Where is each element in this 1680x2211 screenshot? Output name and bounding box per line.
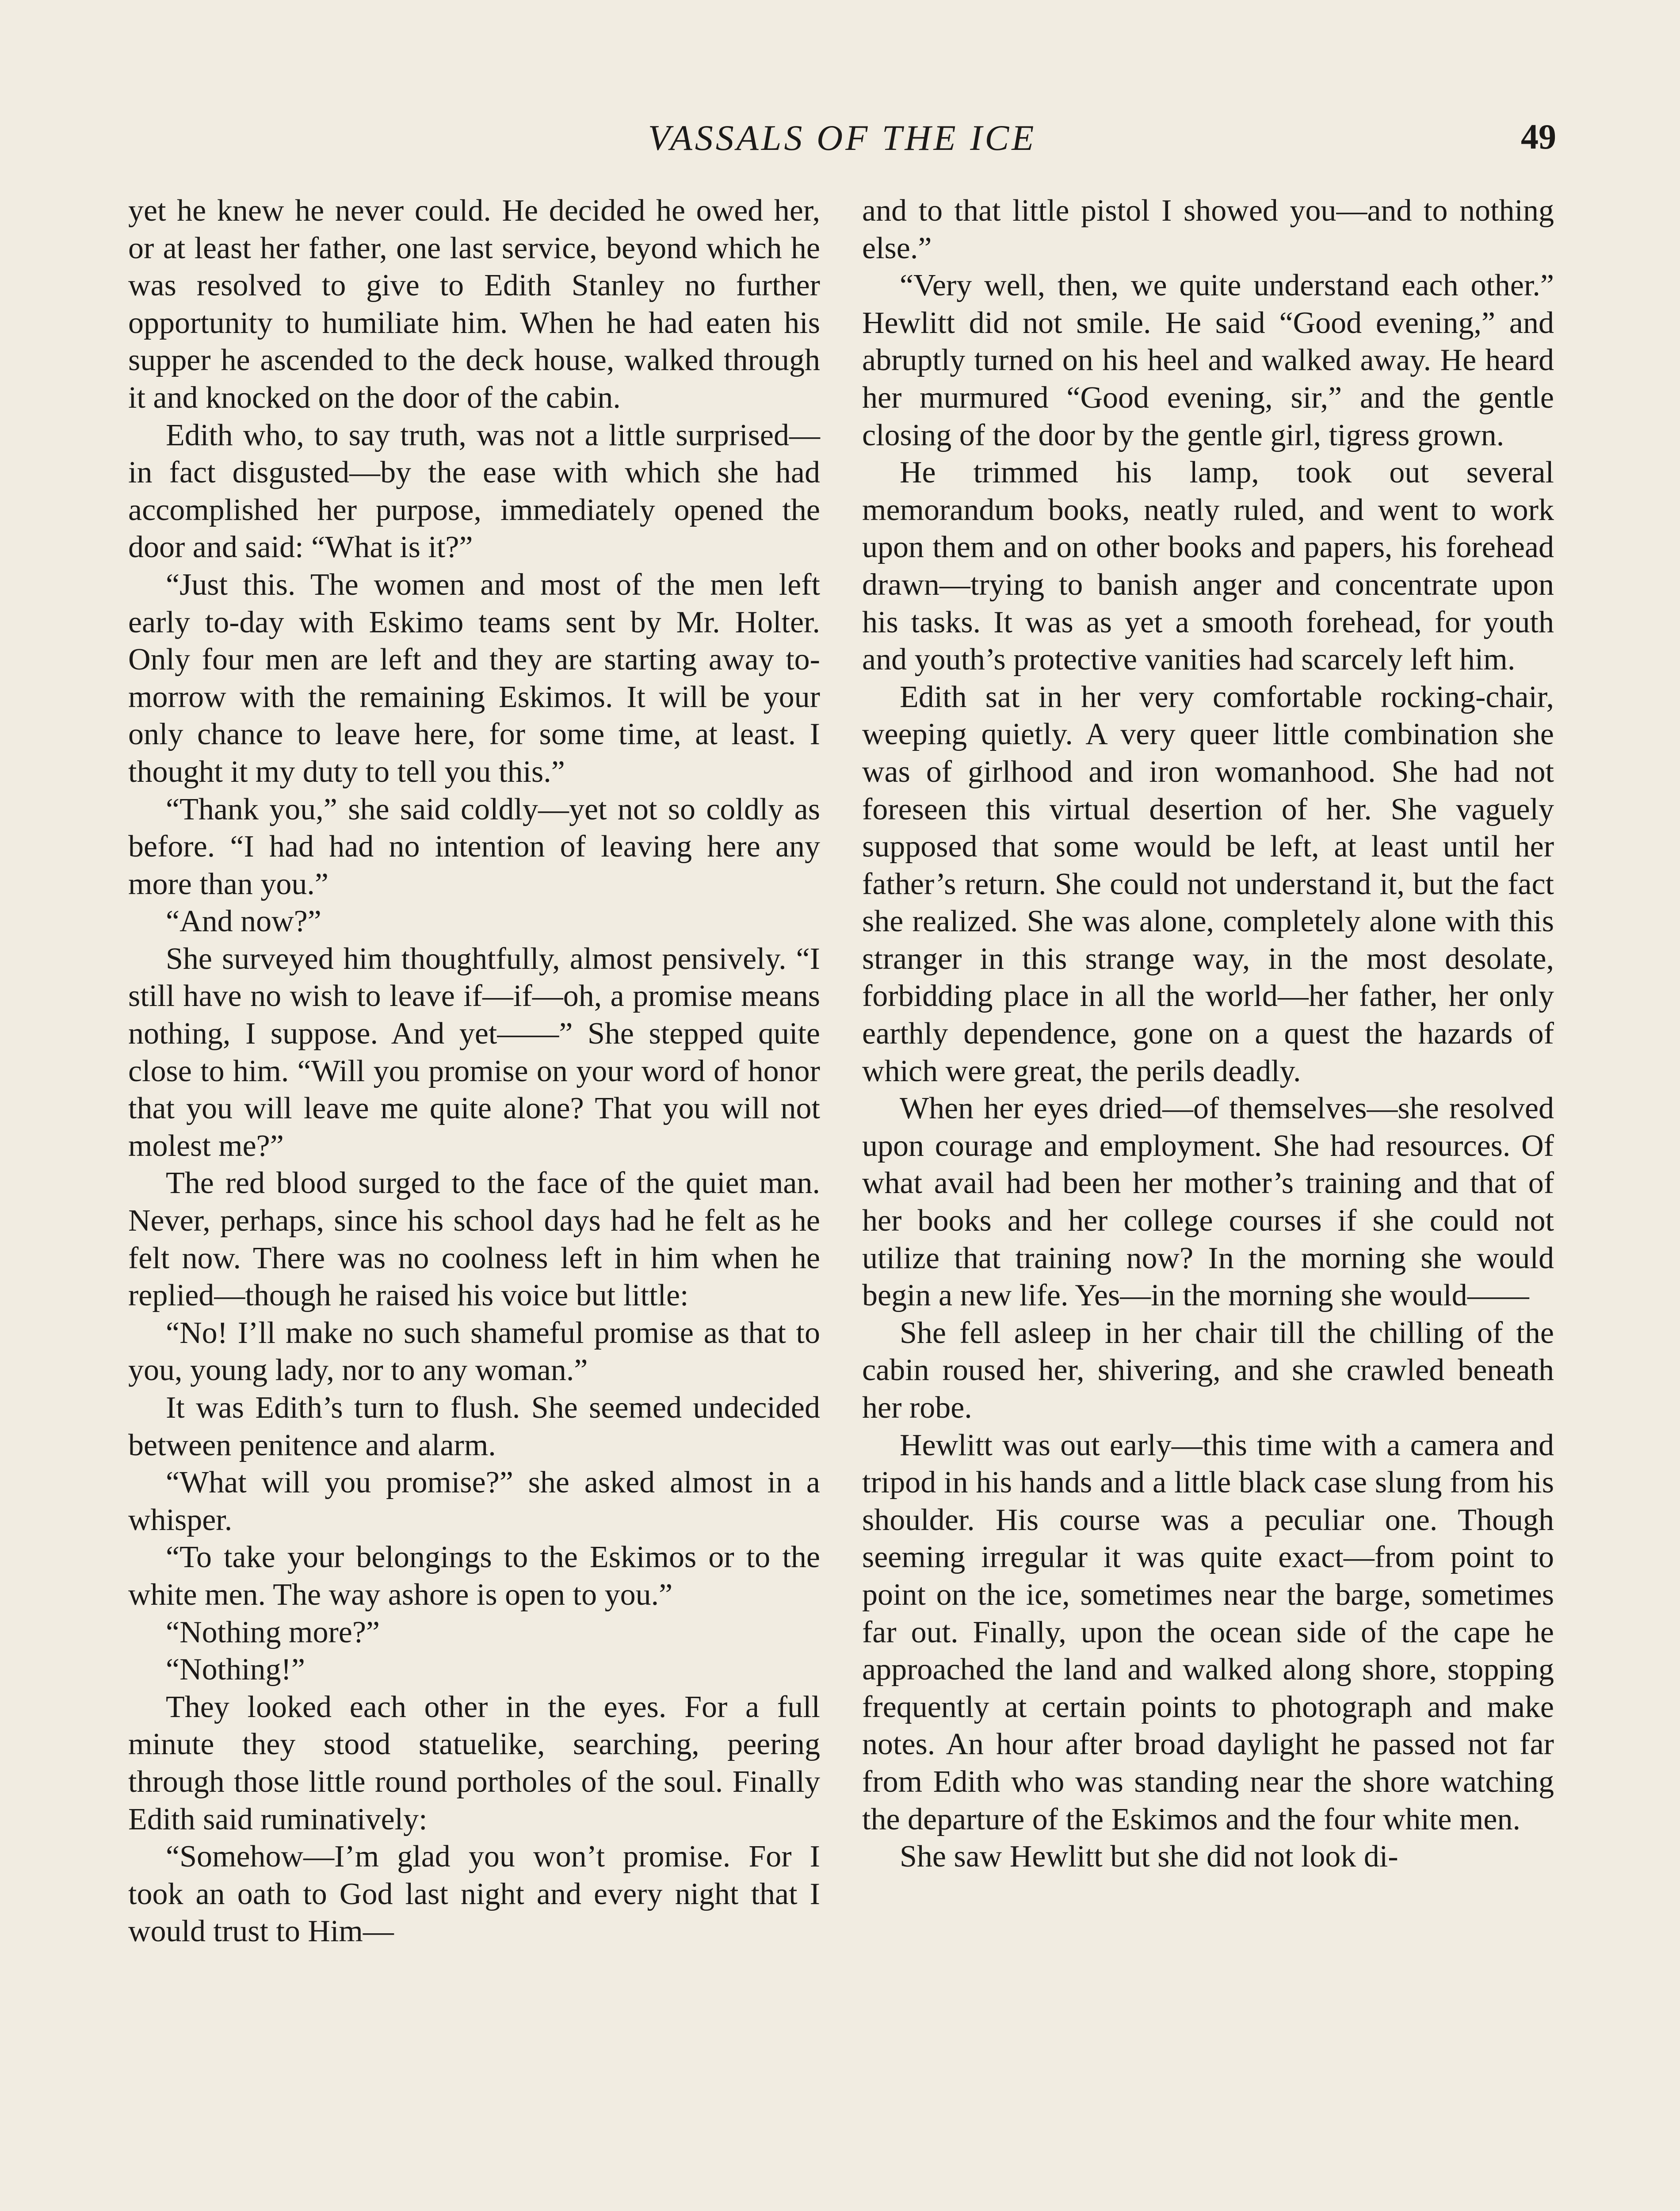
left-column bbox=[128, 192, 820, 1951]
paragraph: She saw Hewlitt but she did not look di- bbox=[900, 1840, 1398, 1874]
paragraph: “Somehow—I’m glad you won’t promise. For I took an oath to God last night and every night that I would trust to Him— bbox=[128, 1840, 820, 1949]
paragraph: They looked each other in the eyes. For a full minute they stood statuelike, searching, peering through those little round portholes of the soul. Finally Edith said ruminatively: bbox=[128, 1690, 820, 1836]
paragraph: “Thank you,” she said coldly—yet not so coldly as before. “I had had no intention of leaving here any more than you.” bbox=[128, 792, 820, 901]
paragraph: It was Edith’s turn to flush. She seemed undecided between penitence and alarm. bbox=[128, 1391, 820, 1462]
paragraph: “What will you promise?” she asked almost in a whisper. bbox=[128, 1465, 820, 1537]
paragraph: The red blood surged to the face of the quiet man. Never, perhaps, since his school days had he felt as he felt now. There was no coolness left in him when he replied—though he raised his voice but little: bbox=[128, 1166, 820, 1313]
paragraph: “Just this. The women and most of the men left early to-day with Eskimo teams sent by Mr. Holter. Only four men are left and they are starting away to-morrow with the remaining Eskimos. It will be your only chance to leave here, for some time, at least. I thought it my duty to tell you this.” bbox=[128, 567, 820, 789]
running-title: VASSALS OF THE ICE bbox=[648, 118, 1037, 158]
paragraph: She fell asleep in her chair till the chilling of the cabin roused her, shivering, and she crawled beneath her robe. bbox=[862, 1316, 1554, 1425]
paragraph: “Very well, then, we quite understand each other.” Hewlitt did not smile. He said “Good evening,” and abruptly turned on his heel and walked away. He heard her murmured “Good evening, sir,” and the gentle closing of the door by the gentle girl, tigress grown. bbox=[862, 268, 1554, 452]
paragraph: Edith who, to say truth, was not a little surprised—in fact disgusted—by the ease with which she had accomplished her purpose, immediately opened the door and said: “What is it?” bbox=[128, 418, 820, 565]
paragraph: She surveyed him thoughtfully, almost pensively. “I still have no wish to leave if—if—oh, a promise means nothing, I suppose. And yet——” She stepped quite close to him. “Will you promise on your word of honor that you will leave me quite alone? That you will not molest me?” bbox=[128, 941, 820, 1163]
running-head bbox=[128, 117, 1556, 170]
paragraph: “Nothing more?” bbox=[166, 1615, 380, 1649]
right-column bbox=[862, 192, 1554, 1876]
paragraph: Hewlitt was out early—this time with a camera and tripod in his hands and a little black case slung from his shoulder. His course was a peculiar one. Though seeming irregular it was quite exact—from point to point on the ice, sometimes near the barge, sometimes far out. Finally, upon the ocean side of the cape he approached the land and walked along shore, stopping frequently at certain points to photograph and make notes. An hour after broad daylight he passed not far from Edith who was standing near the shore watching the departure of the Eskimos and the four white men. bbox=[862, 1428, 1554, 1836]
paragraph: Edith sat in her very comfortable rocking-chair, weeping quietly. A very queer little combination she was of girlhood and iron womanhood. She had not foreseen this virtual desertion of her. She vaguely supposed that some would be left, at least until her father’s return. She could not understand it, but the fact she realized. She was alone, completely alone with this stranger in this strange way, in the most desolate, forbidding place in all the world—her father, her only earthly dependence, gone on a quest the hazards of which were great, the perils deadly. bbox=[862, 680, 1554, 1088]
paragraph: “And now?” bbox=[166, 904, 321, 939]
paragraph: “No! I’ll make no such shameful promise as that to you, young lady, nor to any woman.” bbox=[128, 1316, 820, 1388]
paragraph: yet he knew he never could. He decided he owed her, or at least her father, one last service, beyond which he was resolved to give to Edith Stanley no further opportunity to humiliate him. When he had eaten his supper he ascended to the deck house, walked through it and knocked on the door of the cabin. bbox=[128, 194, 820, 415]
page-number: 49 bbox=[1521, 118, 1556, 157]
paragraph: “To take your belongings to the Eskimos or to the white men. The way ashore is open to you.” bbox=[128, 1540, 820, 1612]
paragraph: He trimmed his lamp, took out several memorandum books, neatly ruled, and went to work upon them and on other books and papers, his forehead drawn—trying to banish anger and concentrate upon his tasks. It was as yet a smooth forehead, for youth and youth’s protective vanities had scarcely left him. bbox=[862, 455, 1554, 677]
paragraph: “Nothing!” bbox=[166, 1653, 305, 1687]
paragraph: and to that little pistol I showed you—and to nothing else.” bbox=[862, 194, 1554, 265]
paragraph: When her eyes dried—of themselves—she resolved upon courage and employment. She had resources. Of what avail had been her mother’s training and that of her books and her college courses if she could not utilize that training now? In the morning she would begin a new life. Yes—in the morning she would—— bbox=[862, 1091, 1554, 1313]
